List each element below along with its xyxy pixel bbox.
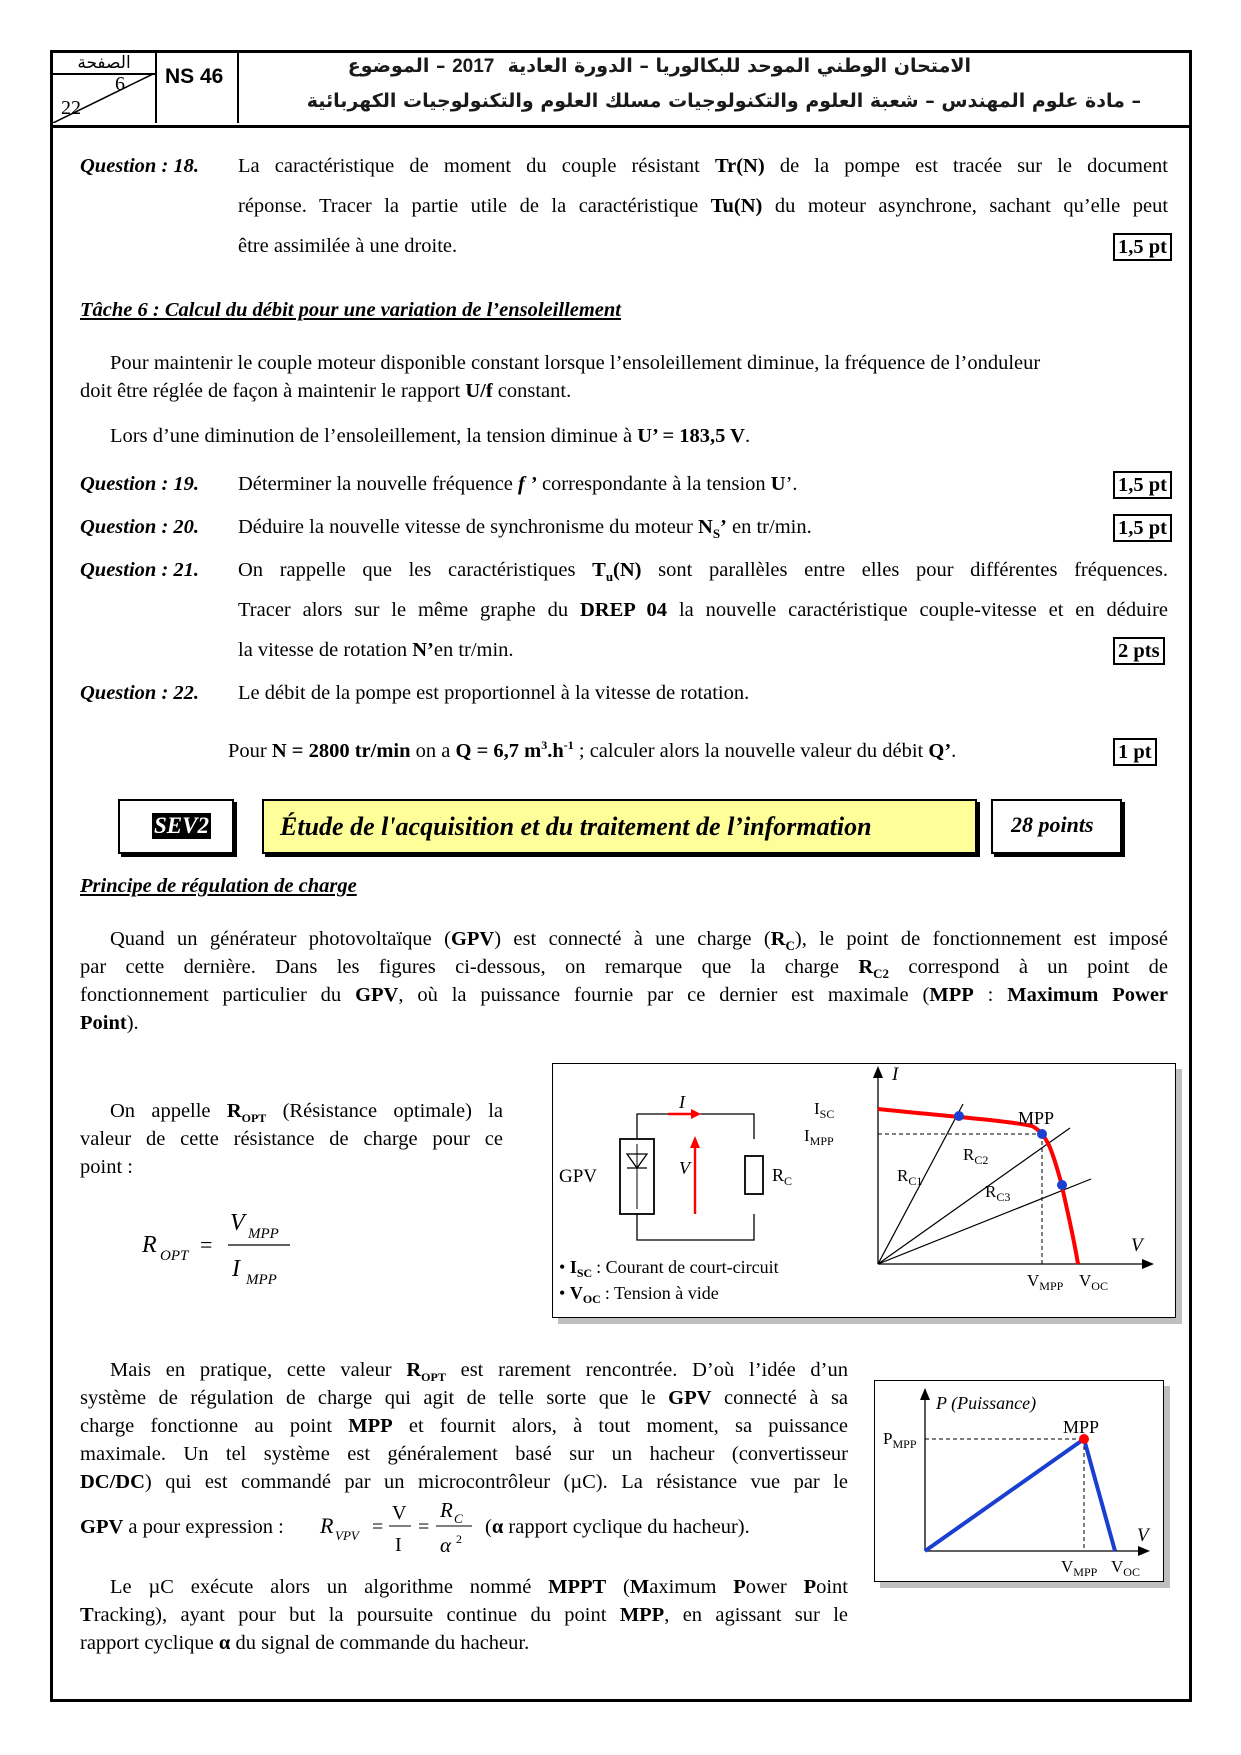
q22-line1: Le débit de la pompe est proportionnel à la vitesse de rotation. xyxy=(238,682,750,704)
q20-text: Déduire la nouvelle vitesse de synchronisme du moteur $N_S$’ en tr/min. xyxy=(238,516,812,542)
q18-label: Question : 18. xyxy=(80,155,200,177)
reg-line1: Mais en pratique, cette valeur $R_{OPT}$ est rarement rencontrée. D’où l’idée d’un xyxy=(110,1359,849,1385)
svg-text:=: = xyxy=(372,1516,384,1538)
reg-line6-end: (α rapport cyclique du hacheur). xyxy=(485,1516,750,1538)
fig1-svg xyxy=(553,1064,1175,1317)
mpp-point xyxy=(1037,1129,1047,1139)
page-label: الصفحة xyxy=(53,53,155,75)
q21-label: Question : 21. xyxy=(80,559,200,581)
svg-text:V: V xyxy=(1131,1235,1143,1256)
rc3-point xyxy=(1057,1180,1067,1190)
fig2-axis-p: P (Puissance) xyxy=(936,1393,1037,1413)
task6-para2: Lors d’une diminution de l’ensoleillement, la tension diminue à U’ = 183,5 V. xyxy=(110,425,751,447)
q19-points: 1,5 pt xyxy=(1113,471,1172,499)
sev2-points-box xyxy=(991,799,1122,854)
q22-points: 1 pt xyxy=(1113,738,1157,766)
legend-voc: • $V_{OC}$ : Tension à vide xyxy=(559,1283,719,1306)
gpv-label: GPV xyxy=(559,1166,598,1187)
pmpp-label: $P_{MPP}$ xyxy=(883,1429,917,1451)
q21-line1: On rappelle que les caractéristiques $T_u(N)$ sont parallèles entre elles pour différentes fréquences. xyxy=(238,559,1168,585)
mpp-label: MPP xyxy=(1018,1108,1055,1128)
current-label: I xyxy=(679,1092,685,1112)
figure-iv-characteristic xyxy=(552,1063,1176,1318)
exam-code-box xyxy=(159,53,239,123)
rc1-point xyxy=(954,1111,964,1121)
principle-title: Principe de régulation de charge xyxy=(80,875,357,897)
fig2-svg xyxy=(875,1381,1163,1581)
isc-label: $I_{SC}$ xyxy=(814,1099,835,1121)
q19-label: Question : 19. xyxy=(80,473,200,495)
svg-text:R: R xyxy=(142,1232,157,1258)
sev2-tag-box xyxy=(118,799,234,854)
fig2-voc-label: $V_{OC}$ xyxy=(1111,1557,1140,1579)
reg-line6: GPV a pour expression : xyxy=(80,1516,284,1538)
legend-isc: • $I_{SC}$ : Courant de court-circuit xyxy=(559,1257,779,1280)
fig2-axis-v: V xyxy=(1137,1525,1149,1546)
sev2-title-box xyxy=(262,799,977,854)
voltage-label: V xyxy=(679,1158,690,1178)
rvpv-formula xyxy=(316,1495,476,1565)
q21-line2: Tracer alors sur le même graphe du DREP 04 la nouvelle caractéristique couple-vitesse et en déduire xyxy=(238,599,1169,621)
svg-text:C: C xyxy=(454,1511,463,1526)
sev2-points: 28 points xyxy=(1011,812,1094,837)
header-title-line1: الامتحان الوطني الموحد للبكالوريا – الدورة العادية 2017 – الموضوع xyxy=(347,55,971,77)
svg-text:=: = xyxy=(418,1516,430,1538)
svg-text:VPV: VPV xyxy=(335,1528,359,1543)
sev2-title: Étude de l'acquisition et du traitement de l’information xyxy=(280,812,872,841)
rc3-label: $R_{C3}$ xyxy=(985,1182,1011,1204)
ropt-line2: valeur de cette résistance de charge pour ce xyxy=(80,1128,503,1150)
figure-pv-characteristic xyxy=(874,1380,1164,1582)
svg-text:V: V xyxy=(230,1210,245,1236)
q18-points: 1,5 pt xyxy=(1113,233,1172,261)
fig1-circuit xyxy=(559,1092,792,1240)
svg-text:I: I xyxy=(892,1064,899,1085)
iv-graph xyxy=(804,1064,1154,1293)
rc1-label: $R_{C1}$ xyxy=(897,1166,923,1188)
fig2-mpp-label: MPP xyxy=(1063,1417,1100,1437)
header-divider xyxy=(50,125,1192,128)
reg-line2: système de régulation de charge qui agit de telle sorte que le GPV connecté à sa xyxy=(80,1387,849,1409)
q21-line3: la vitesse de rotation N’en tr/min. xyxy=(238,639,514,661)
svg-text:I: I xyxy=(232,1256,240,1282)
principle-line2: par cette dernière. Dans les figures ci-dessous, on remarque que la charge $R_{C2}$ correspond à un point de xyxy=(80,956,1168,982)
task6-title: Tâche 6 : Calcul du débit pour une variation de l’ensoleillement xyxy=(80,299,621,321)
exam-code: NS 46 xyxy=(165,65,224,88)
q22-label: Question : 22. xyxy=(80,682,200,704)
task6-para1-line1: Pour maintenir le couple moteur disponible constant lorsque l’ensoleillement diminue, la fréquence de l’onduleur xyxy=(110,352,1041,374)
q18-line3: être assimilée à une droite. xyxy=(238,235,458,257)
svg-text:I: I xyxy=(395,1534,402,1556)
ropt-formula xyxy=(138,1200,308,1290)
reg-line4: maximale. Un tel système est généralement basé sur un hacheur (convertisseur xyxy=(80,1443,848,1465)
rc-resistor-symbol xyxy=(745,1156,763,1194)
principle-line4: Point). xyxy=(80,1012,139,1034)
reg-line3: charge fonctionne au point MPP et fournit alors, à tout moment, sa puissance xyxy=(80,1415,849,1437)
rc2-label: $R_{C2}$ xyxy=(963,1145,989,1167)
principle-line3: fonctionnement particulier du GPV, où la puissance fournie par ce dernier est maximale (MPP : Maximum Power xyxy=(80,984,1169,1006)
page-num: 6 xyxy=(115,73,125,95)
sev2-tag: SEV2 xyxy=(154,813,209,838)
ropt-line3: point : xyxy=(80,1156,133,1178)
ropt-line1: On appelle $R_{OPT}$ (Résistance optimale) la xyxy=(110,1100,504,1126)
header-title-line2: – مادة علوم المهندس – شعبة العلوم والتكنولوجيات مسلك العلوم والتكنولوجيات الكهربائية xyxy=(306,90,1141,112)
q19-text: Déterminer la nouvelle fréquence f ’ correspondante à la tension U’. xyxy=(238,473,798,495)
svg-text:2: 2 xyxy=(456,1532,462,1546)
page-total: 22 xyxy=(61,97,81,119)
page-number-box xyxy=(53,53,157,123)
svg-text:V: V xyxy=(392,1502,407,1524)
q18-line2: réponse. Tracer la partie utile de la caractéristique Tu(N) du moteur asynchrone, sachant qu’elle peut xyxy=(238,195,1169,217)
q21-points: 2 pts xyxy=(1113,637,1165,665)
q18-line1: La caractéristique de moment du couple résistant Tr(N) de la pompe est tracée sur le document xyxy=(238,155,1168,177)
voc-label: $V_{OC}$ xyxy=(1079,1271,1108,1293)
mppt-line3: rapport cyclique α du signal de commande du hacheur. xyxy=(80,1632,530,1654)
svg-text:=: = xyxy=(200,1232,213,1257)
fig2-vmpp-label: $V_{MPP}$ xyxy=(1061,1557,1098,1579)
q20-points: 1,5 pt xyxy=(1113,514,1172,542)
svg-text:R: R xyxy=(440,1498,453,1522)
principle-line1: Quand un générateur photovoltaïque (GPV) est connecté à une charge $(R_C)$, le point de fonctionnement est imposé xyxy=(110,928,1168,954)
svg-text:MPP: MPP xyxy=(248,1226,279,1242)
mppt-line1: Le µC exécute alors un algorithme nommé MPPT (Maximum Power Point xyxy=(110,1576,849,1598)
reg-line5: DC/DC) qui est commandé par un microcontrôleur (µC). La résistance vue par le xyxy=(80,1471,848,1493)
q20-label: Question : 20. xyxy=(80,516,200,538)
svg-text:R: R xyxy=(320,1513,334,1538)
pv-curve xyxy=(925,1439,1115,1551)
impp-label: $I_{MPP}$ xyxy=(804,1126,834,1148)
svg-text:OPT: OPT xyxy=(160,1248,189,1264)
task6-para1-line2: doit être réglée de façon à maintenir le rapport U/f constant. xyxy=(80,380,572,402)
rc-label: $R_C$ xyxy=(772,1165,793,1188)
svg-text:MPP: MPP xyxy=(246,1272,277,1288)
svg-text:α: α xyxy=(440,1533,452,1557)
mppt-line2: Tracking), ayant pour but la poursuite continue du point MPP, en agissant sur le xyxy=(80,1604,849,1626)
vmpp-label: $V_{MPP}$ xyxy=(1027,1271,1064,1293)
q22-line2: Pour N = 2800 tr/min on a Q = 6,7 $m^3.h^{-1}$ ; calculer alors la nouvelle valeur du débit Q’. xyxy=(228,738,957,762)
